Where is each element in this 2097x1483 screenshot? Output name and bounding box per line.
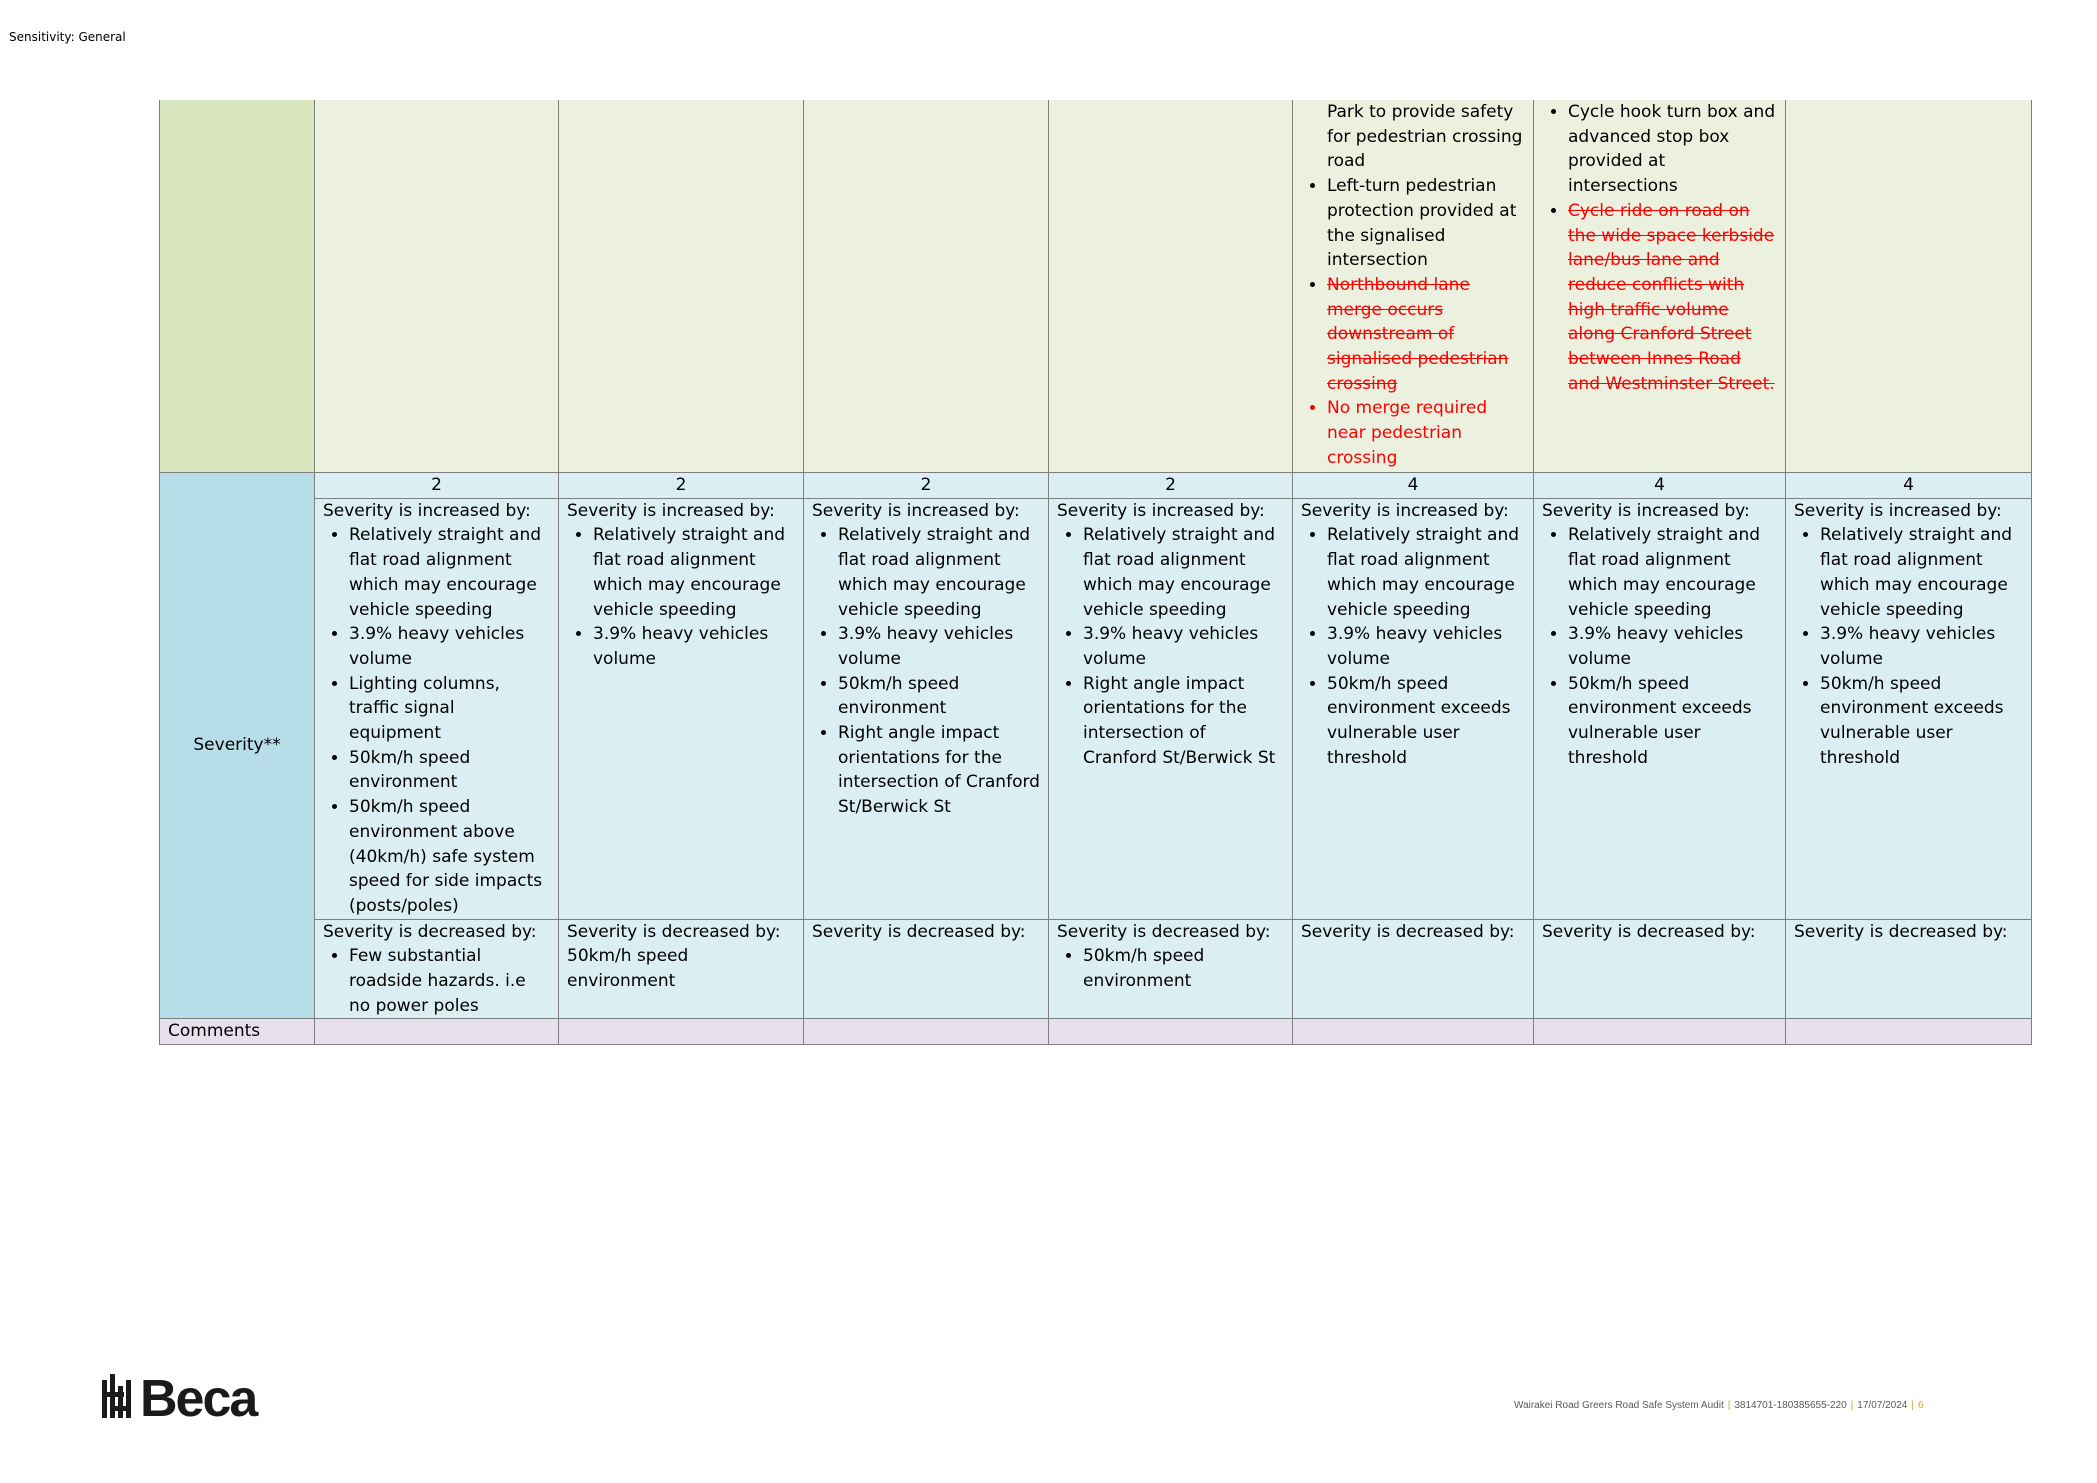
comments-cell [1049, 1019, 1293, 1045]
list-item: • Left-turn pedestrian protection provided at the signalised intersection [1327, 174, 1525, 273]
severity-increased-row [160, 498, 2032, 919]
increased-label: Severity is increased by: [1794, 500, 2002, 521]
cell-row1-col6 [1534, 100, 1786, 473]
increased-cell [1049, 498, 1293, 919]
list-item: • Few substantial roadside hazards. i.e no power poles [349, 944, 550, 1018]
list-item: • Cycle hook turn box and advanced stop box provided at intersections [1568, 100, 1777, 199]
decreased-label: Severity is decreased by: [1301, 921, 1515, 942]
decreased-cell [1786, 919, 2032, 1019]
list-item: • 3.9% heavy vehicles volume [1820, 622, 2023, 671]
decreased-label: Severity is decreased by: [567, 921, 781, 942]
increased-cell [1786, 498, 2032, 919]
severity-rating: 4 [1293, 473, 1534, 499]
decreased-cell [559, 919, 804, 1019]
list-item: • 50km/h speed environment [838, 672, 1040, 721]
decreased-cell [1049, 919, 1293, 1019]
increased-cell [1534, 498, 1786, 919]
decreased-cell [804, 919, 1049, 1019]
decreased-label: Severity is decreased by: [812, 921, 1026, 942]
document-reference: Wairakei Road Greers Road Safe System Audit | 3814701-180385655-220 | 17/07/2024 | 6 [1514, 1400, 1924, 1411]
decreased-list [323, 944, 550, 1018]
doc-number: 3814701-180385655-220 [1734, 1400, 1847, 1411]
decreased-list [1057, 944, 1284, 993]
increased-list [323, 523, 550, 918]
list-item: • Lighting columns, traffic signal equipment [349, 672, 550, 746]
page-number: 6 [1917, 1400, 1924, 1411]
list-item: • 3.9% heavy vehicles volume [1568, 622, 1777, 671]
comments-header: Comments [160, 1019, 315, 1045]
comments-cell [315, 1019, 559, 1045]
comments-cell [1293, 1019, 1534, 1045]
increased-label: Severity is increased by: [1301, 500, 1509, 521]
list-item: • 3.9% heavy vehicles volume [593, 622, 795, 671]
cell-empty [1049, 100, 1293, 473]
severity-rating: 2 [1049, 473, 1293, 499]
list-item: • 50km/h speed environment exceeds vulnerable user threshold [1820, 672, 2023, 771]
decreased-label: Severity is decreased by: [1794, 921, 2008, 942]
decreased-label: Severity is decreased by: [1057, 921, 1271, 942]
likelihood-continued-row [160, 100, 2032, 473]
comments-cell [1534, 1019, 1786, 1045]
list-item: • Relatively straight and flat road alignment which may encourage vehicle speeding [1820, 523, 2023, 622]
decreased-cell [1293, 919, 1534, 1019]
increased-list [567, 523, 795, 671]
increased-label: Severity is increased by: [812, 500, 1020, 521]
list-item-struck: • Cycle ride on road on the wide space kerbside lane/bus lane and reduce conflicts with high traffic volume along Cranford Street between Innes Road and Westminster Street. [1568, 199, 1777, 397]
increased-cell [804, 498, 1049, 919]
row1-col5-list [1301, 100, 1525, 471]
severity-rating: 4 [1786, 473, 2032, 499]
decreased-cell [1534, 919, 1786, 1019]
list-item: • 3.9% heavy vehicles volume [1083, 622, 1284, 671]
list-item: • 3.9% heavy vehicles volume [1327, 622, 1525, 671]
list-item: • Relatively straight and flat road alignment which may encourage vehicle speeding [349, 523, 550, 622]
list-item: • 3.9% heavy vehicles volume [349, 622, 550, 671]
list-item: • Relatively straight and flat road alignment which may encourage vehicle speeding [838, 523, 1040, 622]
comments-row [160, 1019, 2032, 1045]
severity-header: Severity** [160, 473, 315, 1019]
list-item: • Relatively straight and flat road alignment which may encourage vehicle speeding [1568, 523, 1777, 622]
comments-cell [559, 1019, 804, 1045]
audit-table [159, 100, 2032, 1045]
increased-label: Severity is increased by: [567, 500, 775, 521]
list-item: Park to provide safety for pedestrian crossing road [1327, 102, 1523, 172]
list-item: • Relatively straight and flat road alignment which may encourage vehicle speeding [593, 523, 795, 622]
list-item: • Relatively straight and flat road alignment which may encourage vehicle speeding [1327, 523, 1525, 622]
list-item: • 50km/h speed environment above (40km/h) safe system speed for side impacts (posts/poles) [349, 795, 550, 919]
increased-cell [1293, 498, 1534, 919]
severity-rating: 2 [315, 473, 559, 499]
list-item: • 50km/h speed environment exceeds vulnerable user threshold [1568, 672, 1777, 771]
increased-list [1057, 523, 1284, 770]
list-item: • Right angle impact orientations for the intersection of Cranford St/Berwick St [1083, 672, 1284, 771]
list-item-struck: • Northbound lane merge occurs downstream of signalised pedestrian crossing [1327, 273, 1525, 397]
increased-list [1542, 523, 1777, 770]
severity-rating: 2 [804, 473, 1049, 499]
cell-empty [559, 100, 804, 473]
doc-title: Wairakei Road Greers Road Safe System Audit [1514, 1400, 1724, 1411]
comments-cell [804, 1019, 1049, 1045]
cell-empty [1786, 100, 2032, 473]
decreased-text: 50km/h speed environment [567, 946, 689, 992]
beca-logo-graphic [100, 1372, 320, 1422]
list-item: • 50km/h speed environment [349, 746, 550, 795]
list-item: • 50km/h speed environment [1083, 944, 1284, 993]
severity-decreased-row [160, 919, 2032, 1019]
doc-date: 17/07/2024 [1857, 1400, 1908, 1411]
beca-logo [100, 1372, 320, 1427]
severity-rating-row [160, 473, 2032, 499]
decreased-label: Severity is decreased by: [323, 921, 537, 942]
sensitivity-label: Sensitivity: General [9, 30, 126, 44]
decreased-label: Severity is decreased by: [1542, 921, 1756, 942]
cell-row1-col5 [1293, 100, 1534, 473]
increased-cell [315, 498, 559, 919]
increased-label: Severity is increased by: [323, 500, 531, 521]
logo-wordmark: Beca [140, 1372, 257, 1422]
decreased-cell [315, 919, 559, 1019]
list-item: • Right angle impact orientations for the intersection of Cranford St/Berwick St [838, 721, 1040, 820]
cell-empty [804, 100, 1049, 473]
cell-empty [315, 100, 559, 473]
list-item: • 3.9% heavy vehicles volume [838, 622, 1040, 671]
list-item-revised: • No merge required near pedestrian crossing [1327, 396, 1525, 470]
comments-cell [1786, 1019, 2032, 1045]
row1-col6-list [1542, 100, 1777, 396]
increased-list [1794, 523, 2023, 770]
severity-rating: 2 [559, 473, 804, 499]
list-item: • Relatively straight and flat road alignment which may encourage vehicle speeding [1083, 523, 1284, 622]
increased-label: Severity is increased by: [1057, 500, 1265, 521]
severity-rating: 4 [1534, 473, 1786, 499]
increased-label: Severity is increased by: [1542, 500, 1750, 521]
row-header-continued [160, 100, 315, 473]
increased-list [812, 523, 1040, 819]
increased-list [1301, 523, 1525, 770]
increased-cell [559, 498, 804, 919]
list-item: • 50km/h speed environment exceeds vulnerable user threshold [1327, 672, 1525, 771]
